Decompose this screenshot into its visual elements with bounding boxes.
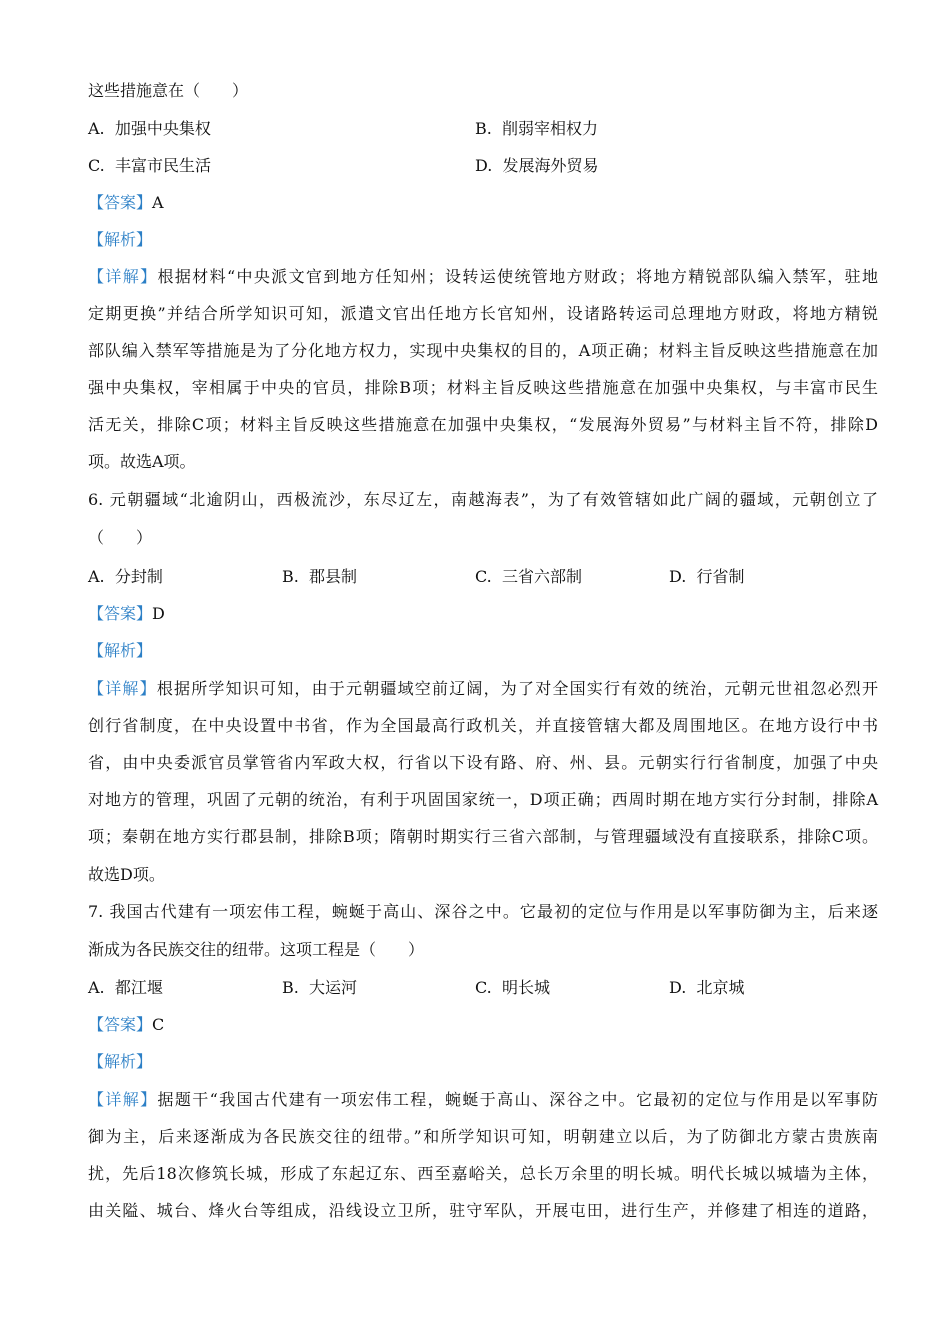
q6-analysis-tag: 【解析】 [88, 641, 153, 660]
q7-detail-line-3: 扰，先后18次修筑长城，形成了东起辽东、西至嘉峪关，总长万余里的明长城。明代长城以城墙为主体， [88, 1164, 878, 1183]
detail-tag: 【详解】 [88, 1090, 158, 1109]
q5-detail-line-2: 定期更换”并结合所学知识可知，派遣文官出任地方长官知州，设诸路转运司总理地方财政，将地方精锐 [88, 304, 878, 323]
detail-tag: 【详解】 [88, 679, 157, 698]
q7-option-b: B. 大运河 [282, 978, 358, 997]
q7-option-c: C. 明长城 [475, 978, 550, 997]
q6-option-d: D. 行省制 [669, 567, 745, 586]
q5-detail-line-1: 【详解】根据材料“中央派文官到地方任知州；设转运使统管地方财政；将地方精锐部队编入禁军，驻地 [88, 267, 878, 286]
q7-option-a: A. 都江堰 [88, 978, 163, 997]
answer-tag: 【答案】 [88, 193, 153, 212]
q6-detail-line-5: 项；秦朝在地方实行郡县制，排除B项；隋朝时期实行三省六部制，与管理疆域没有直接联系，排除C项。 [88, 827, 878, 846]
q7-analysis-tag: 【解析】 [88, 1052, 153, 1071]
q5-answer: 【答案】A [88, 193, 164, 212]
q5-detail-line-6: 项。故选A项。 [88, 452, 196, 471]
q5-detail-line-4: 强中央集权，宰相属于中央的官员，排除B项；材料主旨反映这些措施意在加强中央集权，与丰富市民生 [88, 378, 878, 397]
q5-option-b: B. 削弱宰相权力 [475, 119, 599, 138]
q6-detail-line-1: 【详解】根据所学知识可知，由于元朝疆域空前辽阔，为了对全国实行有效的统治，元朝元世祖忽必烈开 [88, 679, 878, 698]
q7-answer: 【答案】C [88, 1015, 165, 1034]
q7-detail-line-1: 【详解】据题干“我国古代建有一项宏伟工程，蜿蜒于高山、深谷之中。它最初的定位与作用是以军事防 [88, 1090, 878, 1109]
q5-stem-tail: 这些措施意在（ ） [88, 81, 249, 100]
q7-stem-line-1: 7. 我国古代建有一项宏伟工程，蜿蜒于高山、深谷之中。它最初的定位与作用是以军事防御为主，后来逐 [88, 902, 878, 921]
q6-detail-line-2: 创行省制度，在中央设置中书省，作为全国最高行政机关，并直接管辖大都及周围地区。在地方设行中书 [88, 716, 878, 735]
q6-option-c: C. 三省六部制 [475, 567, 582, 586]
q6-stem-line-1: 6. 元朝疆域“北逾阴山，西极流沙，东尽辽左，南越海表”，为了有效管辖如此广阔的疆域，元朝创立了 [88, 490, 878, 509]
q5-analysis-tag: 【解析】 [88, 230, 153, 249]
q6-stem-line-2: （ ） [88, 528, 153, 547]
q5-option-a: A. 加强中央集权 [88, 119, 211, 138]
q5-detail-line-5: 活无关，排除C项；材料主旨反映这些措施意在加强中央集权，“发展海外贸易”与材料主旨不符，排除D [88, 415, 878, 434]
q7-detail-line-2: 御为主，后来逐渐成为各民族交往的纽带。”和所学知识可知，明朝建立以后，为了防御北方蒙古贵族南 [88, 1127, 878, 1146]
answer-tag: 【答案】 [88, 604, 153, 623]
q6-option-a: A. 分封制 [88, 567, 163, 586]
answer-tag: 【答案】 [88, 1015, 153, 1034]
q7-stem-line-2: 渐成为各民族交往的纽带。这项工程是（ ） [88, 940, 425, 959]
q6-detail-line-3: 省，由中央委派官员掌管省内军政大权，行省以下设有路、府、州、县。元朝实行行省制度，加强了中央 [88, 753, 878, 772]
q6-answer: 【答案】D [88, 604, 165, 623]
q6-option-b: B. 郡县制 [282, 567, 358, 586]
q7-detail-line-4: 由关隘、城台、烽火台等组成，沿线设立卫所，驻守军队，开展屯田，进行生产，并修建了相连的道路， [88, 1201, 878, 1220]
q5-detail-line-3: 部队编入禁军等措施是为了分化地方权力，实现中央集权的目的，A项正确；材料主旨反映这些措施意在加 [88, 341, 878, 360]
q5-option-c: C. 丰富市民生活 [88, 156, 211, 175]
q7-option-d: D. 北京城 [669, 978, 745, 997]
q6-detail-line-6: 故选D项。 [88, 865, 165, 884]
q6-detail-line-4: 对地方的管理，巩固了元朝的统治，有利于巩固国家统一，D项正确；西周时期在地方实行分封制，排除A [88, 790, 878, 809]
q5-option-d: D. 发展海外贸易 [475, 156, 599, 175]
detail-tag: 【详解】 [88, 267, 158, 286]
